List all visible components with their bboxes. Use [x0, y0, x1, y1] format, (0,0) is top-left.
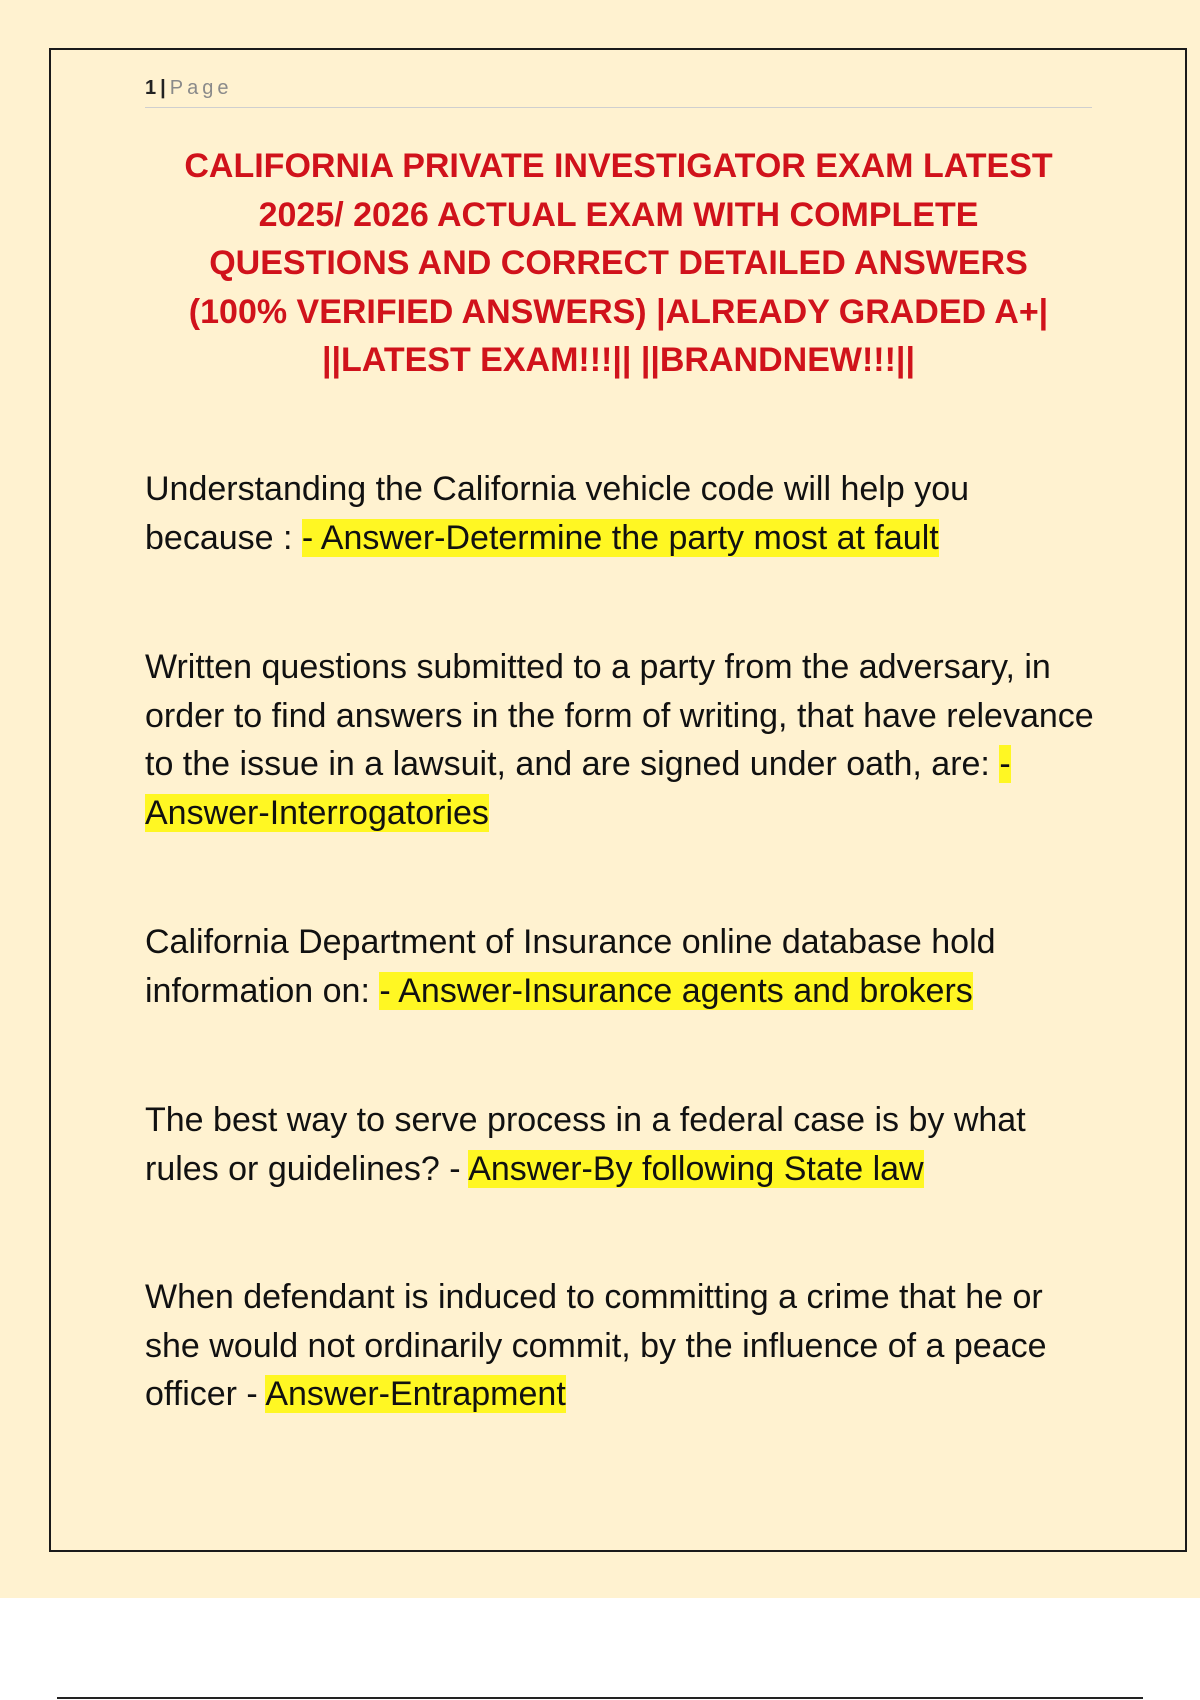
title-line: CALIFORNIA PRIVATE INVESTIGATOR EXAM LATEST	[184, 147, 1053, 185]
question-text: California Department of Insurance online database hold information on:	[145, 923, 996, 1010]
document-title	[145, 142, 1092, 385]
answer-highlight: - Answer-Determine the party most at fault	[301, 518, 939, 557]
page-number: 1	[145, 77, 157, 99]
title-line: 2025/ 2026 ACTUAL EXAM WITH COMPLETE	[258, 195, 979, 234]
answer-highlight: - Answer-Interrogatories	[145, 745, 1011, 832]
qa-item	[145, 1273, 1105, 1419]
page-header	[145, 74, 1092, 108]
question-text: Understanding the California vehicle code will help you because :	[145, 470, 970, 557]
qa-item	[145, 918, 1105, 1015]
page-label: Page	[169, 77, 233, 99]
answer-highlight: Answer-By following State law	[468, 1149, 924, 1188]
footer-divider	[57, 1697, 1143, 1699]
answer-highlight: - Answer-Insurance agents and brokers	[379, 971, 973, 1010]
title-line: ||LATEST EXAM!!!|| ||BRANDNEW!!!||	[322, 341, 915, 379]
qa-item	[145, 1096, 1105, 1193]
qa-item	[145, 465, 1105, 562]
answer-highlight: Answer-Entrapment	[265, 1375, 566, 1413]
question-text: Written questions submitted to a party from the adversary, in order to find answers in the form of writing, that have relevance to the issue in a lawsuit, and are signed under oath, are:	[145, 648, 1094, 783]
qa-item	[145, 643, 1105, 837]
title-line: QUESTIONS AND CORRECT DETAILED ANSWERS	[209, 244, 1028, 282]
page-separator: |	[160, 77, 166, 99]
title-line: (100% VERIFIED ANSWERS) |ALREADY GRADED A+|	[188, 292, 1049, 331]
question-text: The best way to serve process in a federal case is by what rules or guidelines? -	[145, 1101, 1026, 1188]
question-text: When defendant is induced to committing a crime that he or she would not ordinarily commit, by the influence of a peace officer -	[145, 1278, 1047, 1413]
